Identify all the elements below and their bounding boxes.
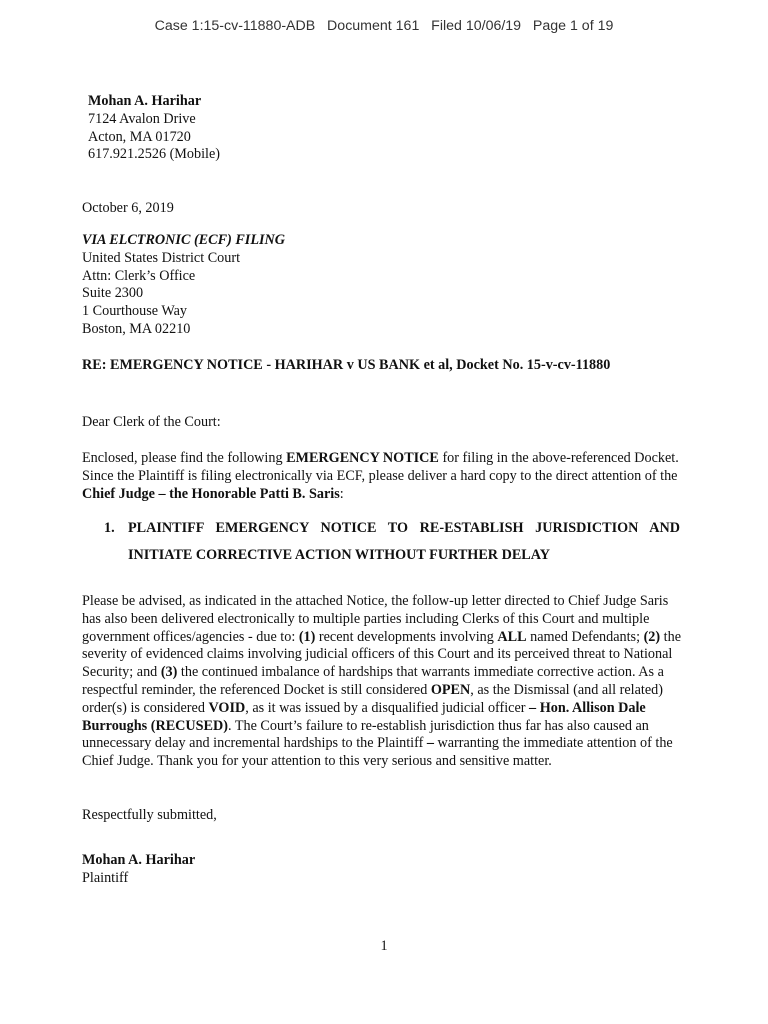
sender-address: [82, 93, 678, 164]
recipient-suite: Suite 2300: [82, 285, 144, 302]
sender-name: Mohan A. Harihar: [88, 93, 202, 109]
enclosure-title-line1: PLAINTIFF EMERGENCY NOTICE TO RE-ESTABLISH JURISDICTION AND: [128, 520, 680, 536]
recipient-street: 1 Courthouse Way: [82, 303, 187, 320]
signature-block: [82, 852, 678, 888]
body-paragraph: Please be advised, as indicated in the attached Notice, the follow-up letter directed to Chief Judge Saris has also been delivered electronically to multiple parties including Clerks of this Court and multiple government offices/agencies - due to: (1) recent developments involving ALL named Defendants; (2) the severity of evidenced claims involving judicial officers of this Court and its perceived threat to National Security; and (3) the continued imbalance of hardships that warrants immediate corrective action. As a respectful reminder, the referenced Docket is still considered OPEN, as the Dismissal (and all related) order(s) is considered VOID, as it was issued by a disqualified judicial officer – Hon. Allison Dale Burroughs (RECUSED). The Court’s failure to re-establish jurisdiction thus far has also caused an unnecessary delay and incremental hardships to the Plaintiff – warranting the immediate attention of the Chief Judge. Thank you for your attention to this very serious and sensitive matter.: [82, 593, 682, 770]
intro-paragraph: Enclosed, please find the following EMERGENCY NOTICE for filing in the above-referenced Docket. Since the Plaintiff is filing electronically via ECF, please deliver a hard copy to the direct attention of the Chief Judge – the Honorable Patti B. Saris:: [82, 450, 679, 502]
enclosure-title-line2: INITIATE CORRECTIVE ACTION WITHOUT FURTHER DELAY: [128, 547, 550, 563]
sender-city: Acton, MA 01720: [88, 128, 191, 145]
closing: Respectfully submitted,: [82, 807, 217, 823]
enclosure-item: [104, 515, 680, 569]
recipient-address: [82, 232, 678, 339]
signature-title: Plaintiff: [82, 869, 129, 886]
letter-date: October 6, 2019: [82, 200, 174, 216]
signature-name: Mohan A. Harihar: [82, 852, 196, 868]
recipient-court: United States District Court: [82, 249, 241, 266]
page-number: 1: [380, 938, 388, 954]
recipient-attn: Attn: Clerk’s Office: [82, 267, 196, 284]
sender-phone: 617.921.2526 (Mobile): [88, 146, 221, 163]
enclosure-number: 1.: [104, 520, 115, 536]
re-line: RE: EMERGENCY NOTICE - HARIHAR v US BANK et al, Docket No. 15-v-cv-11880: [82, 357, 611, 373]
filing-method: VIA ELCTRONIC (ECF) FILING: [82, 232, 286, 248]
case-header: Case 1:15-cv-11880-ADB Document 161 Filed 10/06/19 Page 1 of 19: [154, 18, 614, 34]
sender-street: 7124 Avalon Drive: [88, 110, 196, 127]
salutation: Dear Clerk of the Court:: [82, 414, 221, 430]
recipient-city: Boston, MA 02210: [82, 320, 191, 337]
